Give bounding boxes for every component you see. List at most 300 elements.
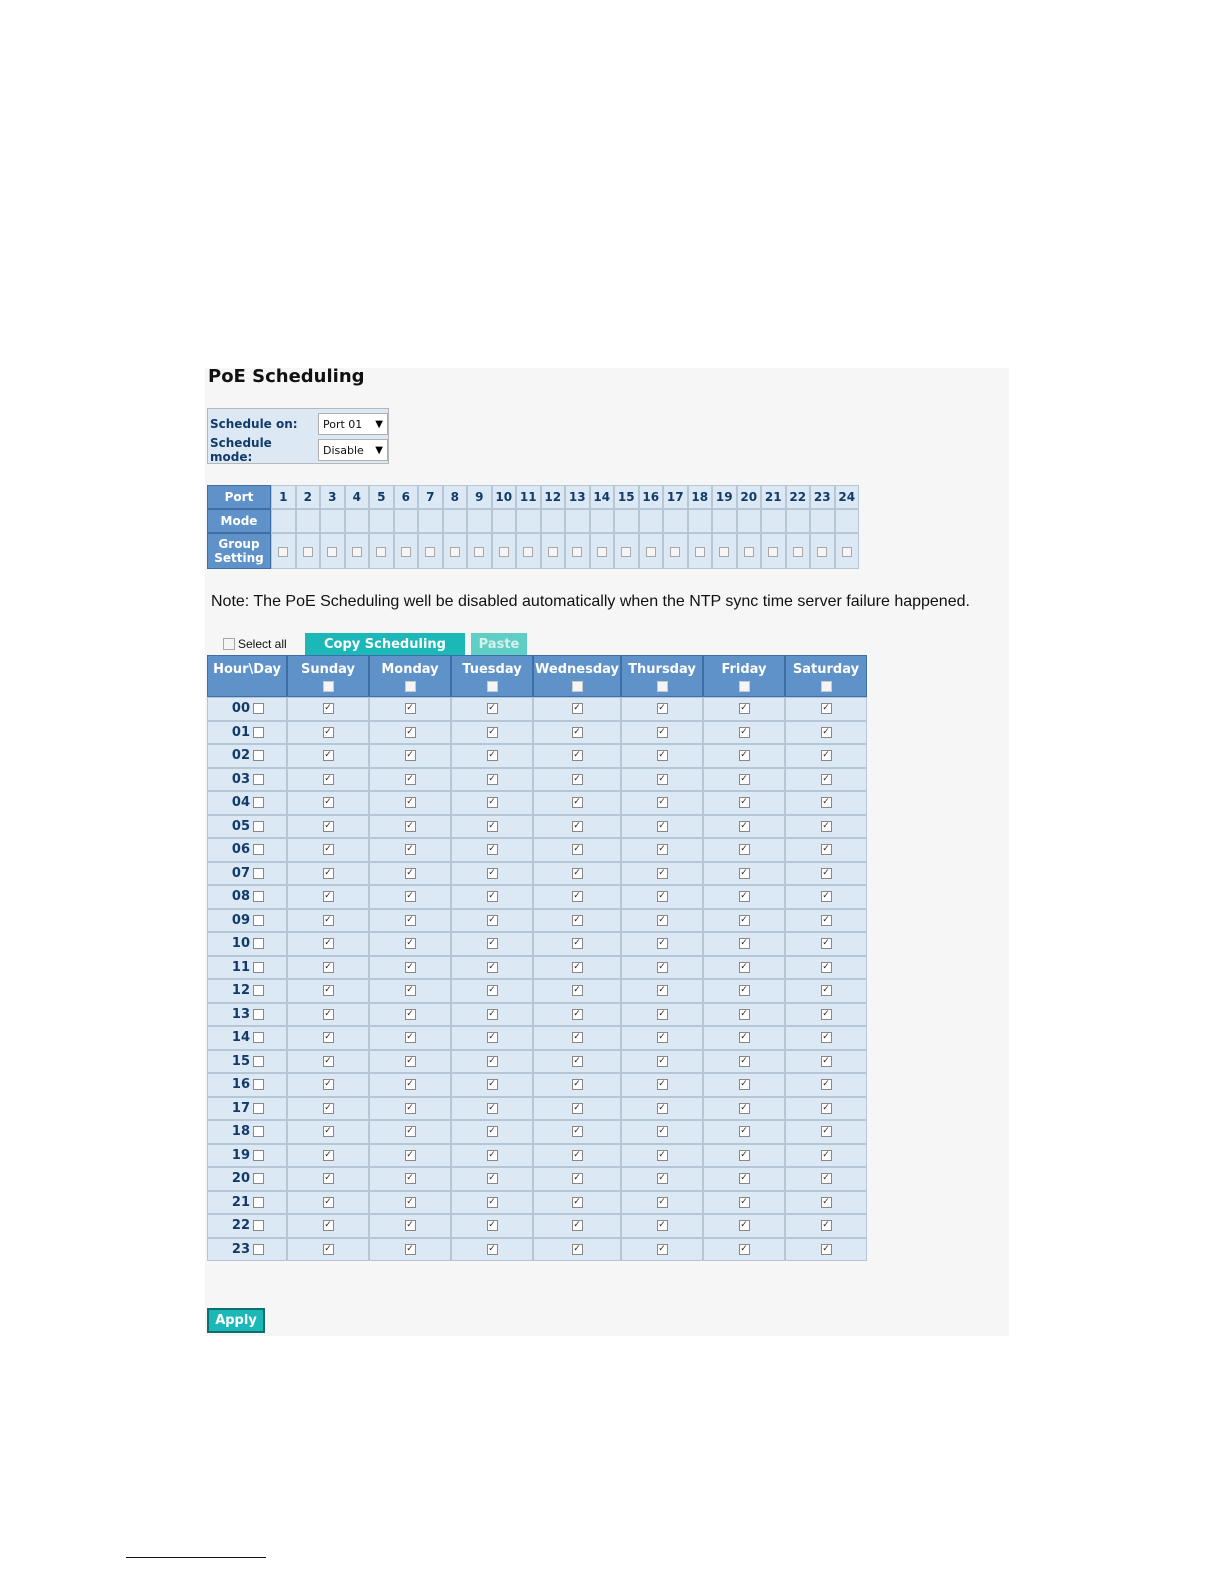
schedule-checkbox[interactable] — [657, 1032, 668, 1043]
schedule-checkbox[interactable] — [821, 703, 832, 714]
schedule-cell — [533, 791, 621, 815]
group-setting-checkbox[interactable] — [670, 547, 680, 557]
group-setting-checkbox[interactable] — [450, 547, 460, 557]
hour-select-checkbox[interactable] — [253, 1032, 264, 1043]
port-mode-cell — [345, 509, 370, 533]
schedule-cell — [369, 1120, 451, 1144]
apply-button[interactable]: Apply — [207, 1308, 265, 1333]
schedule-checkbox[interactable] — [821, 1032, 832, 1043]
schedule-checkbox[interactable] — [323, 938, 334, 949]
schedule-checkbox[interactable] — [821, 844, 832, 855]
hour-select-checkbox[interactable] — [253, 1009, 264, 1020]
day-select-checkbox[interactable] — [739, 681, 750, 692]
port-table — [207, 485, 859, 569]
hour-cell — [207, 721, 287, 745]
schedule-checkbox[interactable] — [739, 1197, 750, 1208]
hour-select-checkbox[interactable] — [253, 727, 264, 738]
schedule-checkbox[interactable] — [572, 1150, 583, 1161]
schedule-checkbox[interactable] — [657, 1056, 668, 1067]
schedule-checkbox[interactable] — [821, 891, 832, 902]
schedule-checkbox[interactable] — [405, 1079, 416, 1090]
schedule-checkbox[interactable] — [739, 1009, 750, 1020]
schedule-checkbox[interactable] — [572, 844, 583, 855]
schedule-checkbox[interactable] — [821, 1150, 832, 1161]
schedule-checkbox[interactable] — [323, 1126, 334, 1137]
schedule-checkbox[interactable] — [821, 1197, 832, 1208]
schedule-cell — [451, 697, 533, 721]
schedule-checkbox[interactable] — [821, 1173, 832, 1184]
port-group-cell — [369, 533, 394, 569]
schedule-checkbox[interactable] — [405, 797, 416, 808]
schedule-checkbox[interactable] — [821, 868, 832, 879]
schedule-checkbox[interactable] — [572, 1173, 583, 1184]
schedule-checkbox[interactable] — [739, 703, 750, 714]
hour-cell — [207, 768, 287, 792]
hour-select-checkbox[interactable] — [253, 1173, 264, 1184]
schedule-cell — [703, 1050, 785, 1074]
schedule-cell — [369, 909, 451, 933]
schedule-checkbox[interactable] — [405, 1173, 416, 1184]
schedule-checkbox[interactable] — [405, 727, 416, 738]
hour-select-checkbox[interactable] — [253, 962, 264, 973]
schedule-checkbox[interactable] — [739, 1103, 750, 1114]
hour-select-checkbox[interactable] — [253, 1197, 264, 1208]
schedule-checkbox[interactable] — [739, 774, 750, 785]
schedule-cell — [451, 838, 533, 862]
schedule-checkbox[interactable] — [323, 868, 334, 879]
schedule-checkbox[interactable] — [572, 797, 583, 808]
schedule-checkbox[interactable] — [487, 1126, 498, 1137]
schedule-checkbox[interactable] — [739, 1032, 750, 1043]
schedule-checkbox[interactable] — [323, 703, 334, 714]
schedule-checkbox[interactable] — [487, 1032, 498, 1043]
schedule-checkbox[interactable] — [657, 821, 668, 832]
schedule-checkbox[interactable] — [487, 1244, 498, 1255]
schedule-cell — [785, 815, 867, 839]
hour-select-checkbox[interactable] — [253, 1126, 264, 1137]
day-label: Tuesday — [462, 662, 522, 677]
schedule-checkbox[interactable] — [487, 915, 498, 926]
schedule-cell — [621, 1120, 703, 1144]
schedule-checkbox[interactable] — [572, 1126, 583, 1137]
group-setting-checkbox[interactable] — [352, 547, 362, 557]
schedule-checkbox[interactable] — [487, 1150, 498, 1161]
hour-select-checkbox[interactable] — [253, 750, 264, 761]
schedule-checkbox[interactable] — [739, 1244, 750, 1255]
hour-select-checkbox[interactable] — [253, 844, 264, 855]
schedule-checkbox[interactable] — [405, 1197, 416, 1208]
schedule-checkbox[interactable] — [405, 1126, 416, 1137]
schedule-checkbox[interactable] — [572, 915, 583, 926]
schedule-checkbox[interactable] — [657, 703, 668, 714]
schedule-checkbox[interactable] — [323, 891, 334, 902]
schedule-checkbox[interactable] — [572, 1079, 583, 1090]
hour-select-checkbox[interactable] — [253, 891, 264, 902]
schedule-checkbox[interactable] — [657, 727, 668, 738]
hour-cell — [207, 1026, 287, 1050]
schedule-checkbox[interactable] — [405, 891, 416, 902]
schedule-checkbox[interactable] — [405, 915, 416, 926]
hour-cell — [207, 838, 287, 862]
schedule-cell — [621, 815, 703, 839]
schedule-checkbox[interactable] — [739, 891, 750, 902]
schedule-checkbox[interactable] — [323, 1056, 334, 1067]
hour-select-checkbox[interactable] — [253, 938, 264, 949]
schedule-mode-value: Disable — [323, 443, 364, 457]
day-label: Friday — [721, 662, 767, 677]
port-group-cell — [639, 533, 664, 569]
schedule-checkbox[interactable] — [572, 1220, 583, 1231]
schedule-checkbox[interactable] — [739, 1056, 750, 1067]
schedule-checkbox[interactable] — [657, 797, 668, 808]
schedule-checkbox[interactable] — [487, 962, 498, 973]
schedule-cell — [369, 1144, 451, 1168]
schedule-cell — [287, 768, 369, 792]
schedule-checkbox[interactable] — [657, 962, 668, 973]
schedule-checkbox[interactable] — [487, 774, 498, 785]
hour-select-checkbox[interactable] — [253, 1150, 264, 1161]
hour-day-header — [207, 655, 287, 697]
schedule-cell — [287, 1073, 369, 1097]
schedule-checkbox[interactable] — [739, 962, 750, 973]
schedule-checkbox[interactable] — [739, 1220, 750, 1231]
schedule-cell — [451, 1214, 533, 1238]
group-setting-checkbox[interactable] — [327, 547, 337, 557]
schedule-cell — [785, 768, 867, 792]
schedule-checkbox[interactable] — [821, 1056, 832, 1067]
schedule-checkbox[interactable] — [323, 1173, 334, 1184]
schedule-checkbox[interactable] — [739, 727, 750, 738]
group-setting-checkbox[interactable] — [278, 547, 288, 557]
schedule-checkbox[interactable] — [657, 774, 668, 785]
hour-select-checkbox[interactable] — [253, 821, 264, 832]
schedule-checkbox[interactable] — [323, 774, 334, 785]
schedule-checkbox[interactable] — [487, 985, 498, 996]
day-select-checkbox[interactable] — [572, 681, 583, 692]
schedule-checkbox[interactable] — [405, 844, 416, 855]
port-group-cell — [761, 533, 786, 569]
group-setting-checkbox[interactable] — [523, 547, 533, 557]
hour-select-checkbox[interactable] — [253, 915, 264, 926]
schedule-checkbox[interactable] — [572, 821, 583, 832]
schedule-checkbox[interactable] — [657, 1244, 668, 1255]
select-all-control[interactable] — [223, 637, 305, 651]
hour-label: 16 — [231, 1077, 250, 1093]
schedule-checkbox[interactable] — [572, 1032, 583, 1043]
port-number: 21 — [761, 485, 786, 509]
schedule-checkbox[interactable] — [821, 797, 832, 808]
schedule-checkbox[interactable] — [739, 797, 750, 808]
day-select-checkbox[interactable] — [323, 681, 334, 692]
schedule-checkbox[interactable] — [323, 1150, 334, 1161]
schedule-checkbox[interactable] — [323, 727, 334, 738]
port-group-cell — [345, 533, 370, 569]
schedule-checkbox[interactable] — [487, 1197, 498, 1208]
copy-scheduling-button[interactable]: Copy Scheduling — [305, 633, 465, 655]
schedule-on-label: Schedule on: — [210, 417, 298, 431]
group-setting-checkbox[interactable] — [768, 547, 778, 557]
hour-label: 22 — [231, 1218, 250, 1234]
schedule-checkbox[interactable] — [821, 1009, 832, 1020]
schedule-cell — [451, 1191, 533, 1215]
schedule-checkbox[interactable] — [572, 868, 583, 879]
schedule-cell — [287, 1050, 369, 1074]
schedule-checkbox[interactable] — [405, 1056, 416, 1067]
schedule-checkbox[interactable] — [821, 1103, 832, 1114]
group-setting-checkbox[interactable] — [621, 547, 631, 557]
schedule-checkbox[interactable] — [657, 1079, 668, 1090]
day-label: Wednesday — [535, 662, 619, 677]
group-setting-checkbox[interactable] — [572, 547, 582, 557]
schedule-checkbox[interactable] — [572, 750, 583, 761]
schedule-cell — [287, 979, 369, 1003]
schedule-checkbox[interactable] — [657, 891, 668, 902]
schedule-checkbox[interactable] — [405, 962, 416, 973]
schedule-cell — [287, 1191, 369, 1215]
port-number: 20 — [737, 485, 762, 509]
schedule-checkbox[interactable] — [487, 797, 498, 808]
schedule-checkbox[interactable] — [657, 1150, 668, 1161]
schedule-checkbox[interactable] — [487, 1173, 498, 1184]
group-setting-checkbox[interactable] — [474, 547, 484, 557]
hour-cell — [207, 956, 287, 980]
schedule-checkbox[interactable] — [405, 868, 416, 879]
schedule-checkbox[interactable] — [487, 1079, 498, 1090]
schedule-checkbox[interactable] — [572, 1103, 583, 1114]
port-mode-cell — [786, 509, 811, 533]
schedule-checkbox[interactable] — [572, 938, 583, 949]
schedule-checkbox[interactable] — [739, 821, 750, 832]
schedule-checkbox[interactable] — [487, 1056, 498, 1067]
schedule-checkbox[interactable] — [323, 1244, 334, 1255]
group-setting-checkbox[interactable] — [597, 547, 607, 557]
hour-label: 19 — [231, 1147, 250, 1163]
schedule-cell — [785, 1238, 867, 1262]
schedule-cell — [369, 956, 451, 980]
schedule-checkbox[interactable] — [821, 962, 832, 973]
schedule-cell — [451, 862, 533, 886]
schedule-cell — [703, 932, 785, 956]
day-select-checkbox[interactable] — [657, 681, 668, 692]
schedule-checkbox[interactable] — [323, 962, 334, 973]
schedule-checkbox[interactable] — [323, 750, 334, 761]
hour-select-checkbox[interactable] — [253, 1220, 264, 1231]
schedule-checkbox[interactable] — [572, 891, 583, 902]
schedule-on-select[interactable] — [318, 413, 388, 435]
schedule-checkbox[interactable] — [487, 727, 498, 738]
schedule-checkbox[interactable] — [657, 938, 668, 949]
hour-select-checkbox[interactable] — [253, 868, 264, 879]
hour-select-checkbox[interactable] — [253, 985, 264, 996]
schedule-checkbox[interactable] — [572, 703, 583, 714]
schedule-cell — [369, 791, 451, 815]
schedule-checkbox[interactable] — [739, 1079, 750, 1090]
group-setting-checkbox[interactable] — [719, 547, 729, 557]
schedule-checkbox[interactable] — [657, 1126, 668, 1137]
schedule-checkbox[interactable] — [739, 1173, 750, 1184]
schedule-checkbox[interactable] — [572, 774, 583, 785]
schedule-mode-select[interactable] — [318, 439, 388, 461]
schedule-checkbox[interactable] — [405, 1220, 416, 1231]
schedule-cell — [785, 909, 867, 933]
schedule-checkbox[interactable] — [821, 821, 832, 832]
schedule-checkbox[interactable] — [405, 703, 416, 714]
group-setting-checkbox[interactable] — [817, 547, 827, 557]
hour-cell — [207, 1003, 287, 1027]
schedule-cell — [533, 1120, 621, 1144]
schedule-checkbox[interactable] — [821, 915, 832, 926]
schedule-checkbox[interactable] — [487, 1220, 498, 1231]
hour-select-checkbox[interactable] — [253, 1244, 264, 1255]
schedule-checkbox[interactable] — [821, 985, 832, 996]
schedule-cell — [533, 1050, 621, 1074]
schedule-checkbox[interactable] — [323, 1220, 334, 1231]
schedule-checkbox[interactable] — [323, 844, 334, 855]
hour-label: 20 — [231, 1171, 250, 1187]
group-setting-checkbox[interactable] — [548, 547, 558, 557]
schedule-checkbox[interactable] — [821, 774, 832, 785]
schedule-checkbox[interactable] — [821, 1079, 832, 1090]
day-header-monday — [369, 655, 451, 697]
schedule-checkbox[interactable] — [323, 821, 334, 832]
group-setting-checkbox[interactable] — [744, 547, 754, 557]
schedule-cell — [451, 932, 533, 956]
schedule-checkbox[interactable] — [323, 1032, 334, 1043]
schedule-checkbox[interactable] — [323, 1197, 334, 1208]
schedule-checkbox[interactable] — [487, 1103, 498, 1114]
schedule-checkbox[interactable] — [657, 985, 668, 996]
schedule-checkbox[interactable] — [405, 1009, 416, 1020]
schedule-checkbox[interactable] — [323, 915, 334, 926]
schedule-checkbox[interactable] — [487, 844, 498, 855]
hour-select-checkbox[interactable] — [253, 703, 264, 714]
schedule-checkbox[interactable] — [657, 1009, 668, 1020]
schedule-checkbox[interactable] — [405, 821, 416, 832]
group-setting-checkbox[interactable] — [499, 547, 509, 557]
schedule-checkbox[interactable] — [323, 1009, 334, 1020]
hour-cell — [207, 791, 287, 815]
group-setting-checkbox[interactable] — [376, 547, 386, 557]
schedule-cell — [785, 979, 867, 1003]
schedule-checkbox[interactable] — [821, 1244, 832, 1255]
schedule-checkbox[interactable] — [657, 1197, 668, 1208]
hour-select-checkbox[interactable] — [253, 1103, 264, 1114]
schedule-checkbox[interactable] — [739, 1126, 750, 1137]
schedule-checkbox[interactable] — [405, 750, 416, 761]
schedule-checkbox[interactable] — [405, 1150, 416, 1161]
schedule-checkbox[interactable] — [739, 938, 750, 949]
schedule-checkbox[interactable] — [572, 1244, 583, 1255]
schedule-checkbox[interactable] — [323, 797, 334, 808]
group-setting-checkbox[interactable] — [401, 547, 411, 557]
schedule-checkbox[interactable] — [572, 962, 583, 973]
port-mode-cell — [639, 509, 664, 533]
group-setting-checkbox[interactable] — [842, 547, 852, 557]
schedule-checkbox[interactable] — [657, 1173, 668, 1184]
schedule-checkbox[interactable] — [821, 1126, 832, 1137]
schedule-cell — [287, 956, 369, 980]
hour-select-checkbox[interactable] — [253, 797, 264, 808]
select-all-checkbox[interactable] — [223, 638, 235, 650]
hour-cell — [207, 1144, 287, 1168]
schedule-cell — [703, 1026, 785, 1050]
schedule-checkbox[interactable] — [572, 1197, 583, 1208]
schedule-checkbox[interactable] — [739, 750, 750, 761]
schedule-checkbox[interactable] — [405, 1032, 416, 1043]
schedule-checkbox[interactable] — [405, 938, 416, 949]
schedule-cell — [621, 932, 703, 956]
group-setting-checkbox[interactable] — [425, 547, 435, 557]
schedule-checkbox[interactable] — [572, 985, 583, 996]
day-select-checkbox[interactable] — [487, 681, 498, 692]
schedule-settings-box — [207, 408, 389, 464]
schedule-checkbox[interactable] — [821, 938, 832, 949]
group-setting-checkbox[interactable] — [793, 547, 803, 557]
schedule-checkbox[interactable] — [739, 868, 750, 879]
schedule-checkbox[interactable] — [657, 750, 668, 761]
schedule-checkbox[interactable] — [487, 703, 498, 714]
schedule-checkbox[interactable] — [487, 891, 498, 902]
schedule-checkbox[interactable] — [739, 844, 750, 855]
port-number: 4 — [345, 485, 370, 509]
schedule-checkbox[interactable] — [405, 774, 416, 785]
hour-select-checkbox[interactable] — [253, 1056, 264, 1067]
schedule-cell — [785, 1003, 867, 1027]
day-select-checkbox[interactable] — [821, 681, 832, 692]
paste-button[interactable]: Paste — [471, 633, 527, 655]
port-group-cell — [663, 533, 688, 569]
schedule-checkbox[interactable] — [323, 985, 334, 996]
schedule-checkbox[interactable] — [821, 727, 832, 738]
schedule-checkbox[interactable] — [487, 821, 498, 832]
group-setting-checkbox[interactable] — [695, 547, 705, 557]
schedule-checkbox[interactable] — [487, 868, 498, 879]
schedule-checkbox[interactable] — [487, 938, 498, 949]
group-setting-checkbox[interactable] — [303, 547, 313, 557]
schedule-checkbox[interactable] — [572, 1009, 583, 1020]
schedule-checkbox[interactable] — [657, 868, 668, 879]
schedule-checkbox[interactable] — [405, 985, 416, 996]
schedule-checkbox[interactable] — [821, 750, 832, 761]
schedule-checkbox[interactable] — [657, 1103, 668, 1114]
schedule-checkbox[interactable] — [657, 1220, 668, 1231]
schedule-checkbox[interactable] — [487, 1009, 498, 1020]
port-mode-cell — [541, 509, 566, 533]
schedule-checkbox[interactable] — [657, 844, 668, 855]
schedule-checkbox[interactable] — [739, 1150, 750, 1161]
schedule-checkbox[interactable] — [323, 1103, 334, 1114]
hour-row — [207, 721, 867, 745]
footnote-rule — [126, 1557, 266, 1558]
hour-select-checkbox[interactable] — [253, 1079, 264, 1090]
schedule-checkbox[interactable] — [821, 1220, 832, 1231]
port-group-cell — [590, 533, 615, 569]
schedule-checkbox[interactable] — [405, 1103, 416, 1114]
hour-select-checkbox[interactable] — [253, 774, 264, 785]
day-select-checkbox[interactable] — [405, 681, 416, 692]
schedule-checkbox[interactable] — [739, 915, 750, 926]
schedule-checkbox[interactable] — [572, 1056, 583, 1067]
port-group-cell — [418, 533, 443, 569]
hour-label: 05 — [231, 818, 250, 834]
schedule-checkbox[interactable] — [739, 985, 750, 996]
schedule-checkbox[interactable] — [487, 750, 498, 761]
group-setting-checkbox[interactable] — [646, 547, 656, 557]
schedule-checkbox[interactable] — [657, 915, 668, 926]
schedule-checkbox[interactable] — [323, 1079, 334, 1090]
schedule-checkbox[interactable] — [572, 727, 583, 738]
schedule-checkbox[interactable] — [405, 1244, 416, 1255]
